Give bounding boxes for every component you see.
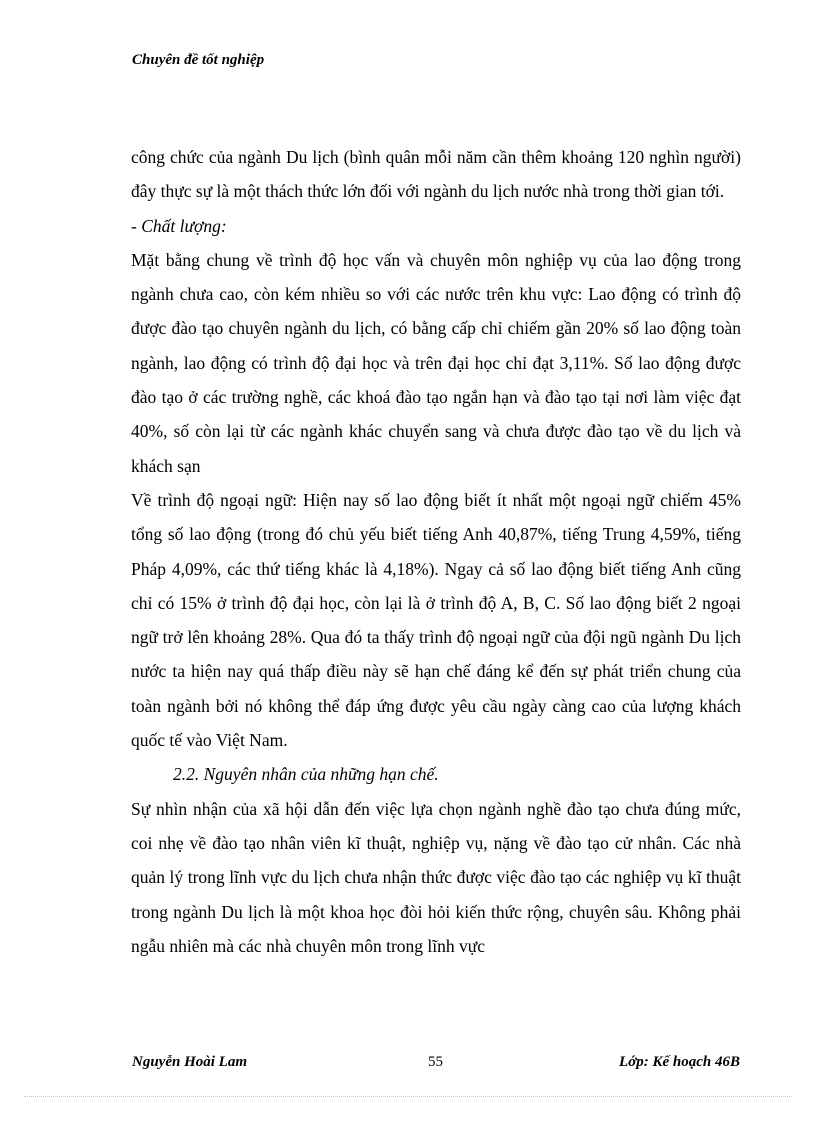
running-header: Chuyên đề tốt nghiệp [132, 52, 265, 68]
document-body [131, 140, 741, 963]
paragraph-continuation: công chức của ngành Du lịch (bình quân mỗi năm cần thêm khoảng 120 nghìn người) đây thực sự là một thách thức lớn đối với ngành du lịch nước nhà trong thời gian tới. [131, 147, 741, 202]
footer-class: Lớp: Kế hoạch 46B [619, 1054, 740, 1070]
page-number: 55 [428, 1054, 443, 1070]
section-heading: 2.2. Nguyên nhân của những hạn chế. [173, 764, 439, 785]
footer-author: Nguyễn Hoài Lam [132, 1054, 247, 1070]
paragraph-causes: Sự nhìn nhận của xã hội dẫn đến việc lựa chọn ngành nghề đào tạo chưa đúng mức, coi nhẹ về đào tạo nhân viên kĩ thuật, nghiệp vụ, nặng về đào tạo cử nhân. Các nhà quản lý trong lĩnh vực du lịch chưa nhận thức được việc đào tạo các nghiệp vụ kĩ thuật trong ngành Du lịch là một khoa học đòi hỏi kiến thức rộng, chuyên sâu. Không phải ngẫu nhiên mà các nhà chuyên môn trong lĩnh vực [131, 798, 741, 956]
paragraph-quality: Mặt bằng chung về trình độ học vấn và chuyên môn nghiệp vụ của lao động trong ngành chưa cao, còn kém nhiều so với các nước trên khu vực: Lao động có trình độ được đào tạo chuyên ngành du lịch, có bằng cấp chỉ chiếm gần 20% số lao động toàn ngành, lao động có trình độ đại học và trên đại học chỉ đạt 3,11%. Số lao động được đào tạo ở các trường nghề, các khoá đào tạo ngắn hạn và đào tạo tại nơi làm việc đạt 40%, số còn lại từ các ngành khác chuyển sang và chưa được đào tạo về du lịch và khách sạn [131, 249, 741, 476]
paragraph-foreign-language: Về trình độ ngoại ngữ: Hiện nay số lao động biết ít nhất một ngoại ngữ chiếm 45% tổng số lao động (trong đó chủ yếu biết tiếng Anh 40,87%, tiếng Trung 4,59%, tiếng Pháp 4,09%, các thứ tiếng khác là 4,18%). Ngay cả số lao động biết tiếng Anh cũng chỉ có 15% ở trình độ đại học, còn lại là ở trình độ A, B, C. Số lao động biết 2 ngoại ngữ trở lên khoảng 28%. Qua đó ta thấy trình độ ngoại ngữ của đội ngũ ngành Du lịch nước ta hiện nay quá thấp điều này sẽ hạn chế đáng kể đến sự phát triển chung của toàn ngành bởi nó không thể đáp ứng được yêu cầu ngày càng cao của lượng khách quốc tế vào Việt Nam. [131, 489, 741, 751]
quality-heading: - Chất lượng: [131, 215, 227, 236]
page-edge-divider [24, 1096, 792, 1097]
